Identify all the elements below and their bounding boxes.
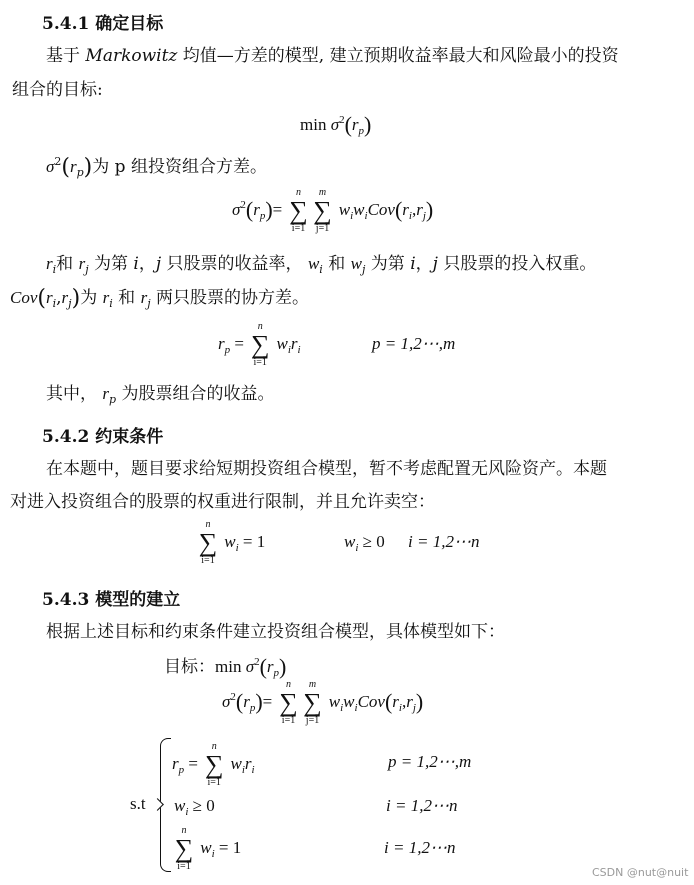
sigma-definition: $\sigma^2(r_p)$为 p 组投资组合方差。 — [46, 155, 267, 180]
paragraph-constraints-line1: 在本题中，题目要求给短期投资组合模型，暂不考虑配置无风险资产。本题 — [46, 459, 607, 479]
portfolio-return-condition: p = 1,2⋯,m — [372, 334, 456, 353]
section-heading-5-4-3: 5.4.3 模型的建立 — [42, 590, 181, 610]
exponent: 2 — [339, 114, 345, 126]
model-variance-formula: $\sigma^2(r_p)=$ n ∑ i=1 m ∑ j=1 $w_iw_iCov(r_i,r_j)$ — [222, 679, 424, 726]
section-heading-5-4-1: 5.4.1 确定目标 — [42, 14, 164, 34]
paragraph-returns-line2: $Cov(r_i,r_j)$为 $r_i$ 和 $r_j$ 两只股票的协方差。 — [10, 286, 310, 311]
sum-symbol-j: m ∑ j=1 — [313, 187, 332, 234]
objective-formula: $\min \sigma^2(r_p)$ — [300, 112, 372, 137]
paragraph-model: 根据上述目标和约束条件建立投资组合模型，具体模型如下： — [46, 622, 505, 642]
sum-symbol: n ∑ i=1 — [204, 741, 224, 788]
paragraph-constraints-line2: 对进入投资组合的股票的权重进行限制，并且允许卖空： — [10, 492, 435, 512]
csdn-watermark: CSDN @nut@nuit — [592, 866, 689, 879]
paragraph-goal-line2: 组合的目标: — [12, 80, 103, 100]
paragraph-returns-line1: $r_i$和 $r_j$ 为第 i，j 只股票的收益率， $w_i$ 和 $w_j$ 为第 i，j 只股票的投入权重。 — [46, 254, 597, 276]
subscript: p — [358, 125, 365, 137]
sum-symbol: n ∑ i=1 — [198, 519, 218, 566]
paragraph-rp: 其中， $r_p$ 为股票组合的收益。 — [46, 384, 275, 406]
sum-symbol: n ∑ i=1 — [250, 321, 270, 368]
model-row-weight-sum: n ∑ i=1 $w_i = 1$ — [174, 825, 242, 872]
section-heading-5-4-2: 5.4.2 约束条件 — [42, 427, 164, 447]
sum-symbol-i: n ∑ i=1 — [289, 187, 308, 234]
model-row3-condition: i = 1,2⋯n — [384, 838, 456, 857]
sum-symbol-j: m ∑ j=1 — [303, 679, 322, 726]
sigma-definition-text: 为 p 组投资组合方差。 — [92, 157, 267, 177]
text-fragment: 均值—方差的模型, 建立预期收益率最大和风险最小的投资 — [177, 46, 619, 66]
r-symbol: r — [351, 115, 359, 134]
model-row2-condition: i = 1,2⋯n — [386, 796, 458, 815]
text-fragment: 基于 — [46, 46, 86, 66]
model-goal: 目标：$\min \sigma^2(r_p)$ — [164, 654, 287, 679]
weight-sign-constraint: $w_i \ge 0$ — [344, 532, 385, 554]
model-row1-condition: p = 1,2⋯,m — [388, 752, 472, 771]
paragraph-goal-line1 — [46, 46, 619, 66]
name-markowitz: Markowitz — [85, 46, 178, 66]
subject-to-label: s.t — [130, 794, 146, 813]
min-operator: min — [300, 115, 327, 134]
constraint-index-condition: i = 1,2⋯n — [408, 532, 480, 551]
sum-symbol-i: n ∑ i=1 — [279, 679, 298, 726]
portfolio-return-formula: $r_p$ = n ∑ i=1 $w_ir_i$ — [218, 321, 301, 368]
model-row-portfolio-return: $r_p$ = n ∑ i=1 $w_ir_i$ — [172, 741, 255, 788]
cov-function: Cov — [367, 199, 395, 219]
weight-sum-constraint: n ∑ i=1 $w_i = 1$ — [198, 519, 266, 566]
model-row-weight-sign: $w_i \ge 0$ — [174, 796, 215, 818]
variance-formula: $\sigma^2(r_p)=$ n ∑ i=1 m ∑ j=1 $w_iw_iCov(r_i,r_j)$ — [232, 187, 434, 234]
goal-label: 目标： — [164, 657, 215, 676]
sigma-symbol: σ — [330, 115, 340, 134]
sum-symbol: n ∑ i=1 — [174, 825, 194, 872]
